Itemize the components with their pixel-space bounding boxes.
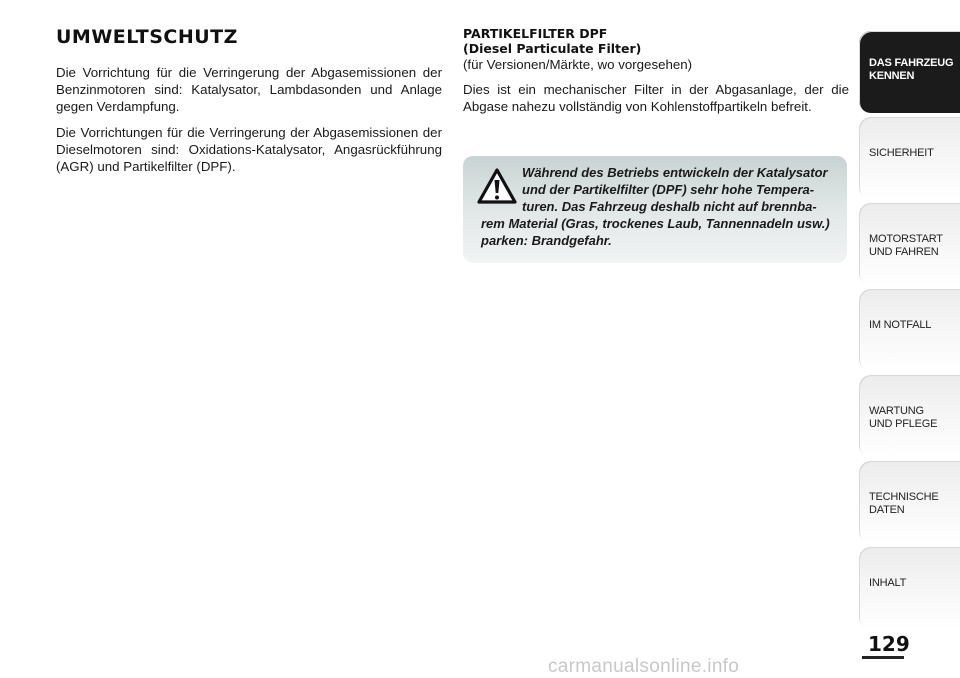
tab-label: SICHERHEIT: [869, 147, 934, 159]
warning-text: [481, 164, 835, 249]
tab-wartung-und-pflege[interactable]: [859, 375, 960, 457]
paragraph-diesel: Die Vorrichtungen für die Verringerung der Abgasemissionen der Dieselmotoren sind: Oxidations-Katalysator, Angasrückführung (AGR) und Partikelfilter (DPF).: [56, 125, 442, 174]
paragraph-petrol: Die Vorrichtung für die Verringerung der Abgasemissionen der Benzinmotoren sind: Katalysator, Lambdasonden und Anlage gegen Verdampfung.: [56, 65, 442, 114]
tab-label: WARTUNG UND PFLEGE: [869, 405, 938, 430]
section-title: UMWELTSCHUTZ: [56, 26, 238, 48]
dpf-note: (für Versionen/Märkte, wo vorgesehen): [463, 57, 693, 72]
tab-label: MOTORSTART UND FAHREN: [869, 233, 943, 258]
warning-line-1: Während des Betriebs entwickeln der Katalysator: [522, 165, 828, 180]
warning-line-3: turen. Das Fahrzeug deshalb nicht auf brennba-: [522, 199, 817, 214]
dpf-paragraph: Dies ist ein mechanischer Filter in der Abgasanlage, der die Abgase nahezu vollständig von Kohlenstoffpartikeln befreit.: [463, 82, 849, 114]
tab-das-fahrzeug-kennen[interactable]: [859, 31, 960, 113]
tab-label: DAS FAHRZEUG KENNEN: [869, 57, 954, 82]
right-column: [463, 26, 849, 124]
tab-sicherheit[interactable]: [859, 117, 960, 199]
warning-line-4: rem Material (Gras, trockenes Laub, Tannennadeln usw.): [481, 216, 830, 231]
tab-technische-daten[interactable]: [859, 461, 960, 543]
page-number-rule: [862, 656, 904, 659]
warning-line-5: parken: Brandgefahr.: [481, 233, 612, 248]
watermark: carmanualsonline.info: [548, 656, 740, 677]
tab-im-notfall[interactable]: [859, 289, 960, 371]
left-column: [56, 26, 442, 184]
dpf-title-line2: (Diesel Particulate Filter): [463, 41, 642, 56]
tab-label: INHALT: [869, 577, 907, 589]
warning-box: [463, 156, 847, 263]
chapter-sidebar: [859, 31, 960, 633]
page-number: 129: [868, 632, 910, 656]
tab-label: TECHNISCHE DATEN: [869, 491, 939, 516]
tab-inhalt[interactable]: [859, 547, 960, 629]
tab-label: IM NOTFALL: [869, 319, 932, 331]
dpf-title-line1: PARTIKELFILTER DPF: [463, 26, 608, 41]
warning-line-2: und der Partikelfilter (DPF) sehr hohe Tempera-: [522, 182, 815, 197]
tab-motorstart-und-fahren[interactable]: [859, 203, 960, 285]
